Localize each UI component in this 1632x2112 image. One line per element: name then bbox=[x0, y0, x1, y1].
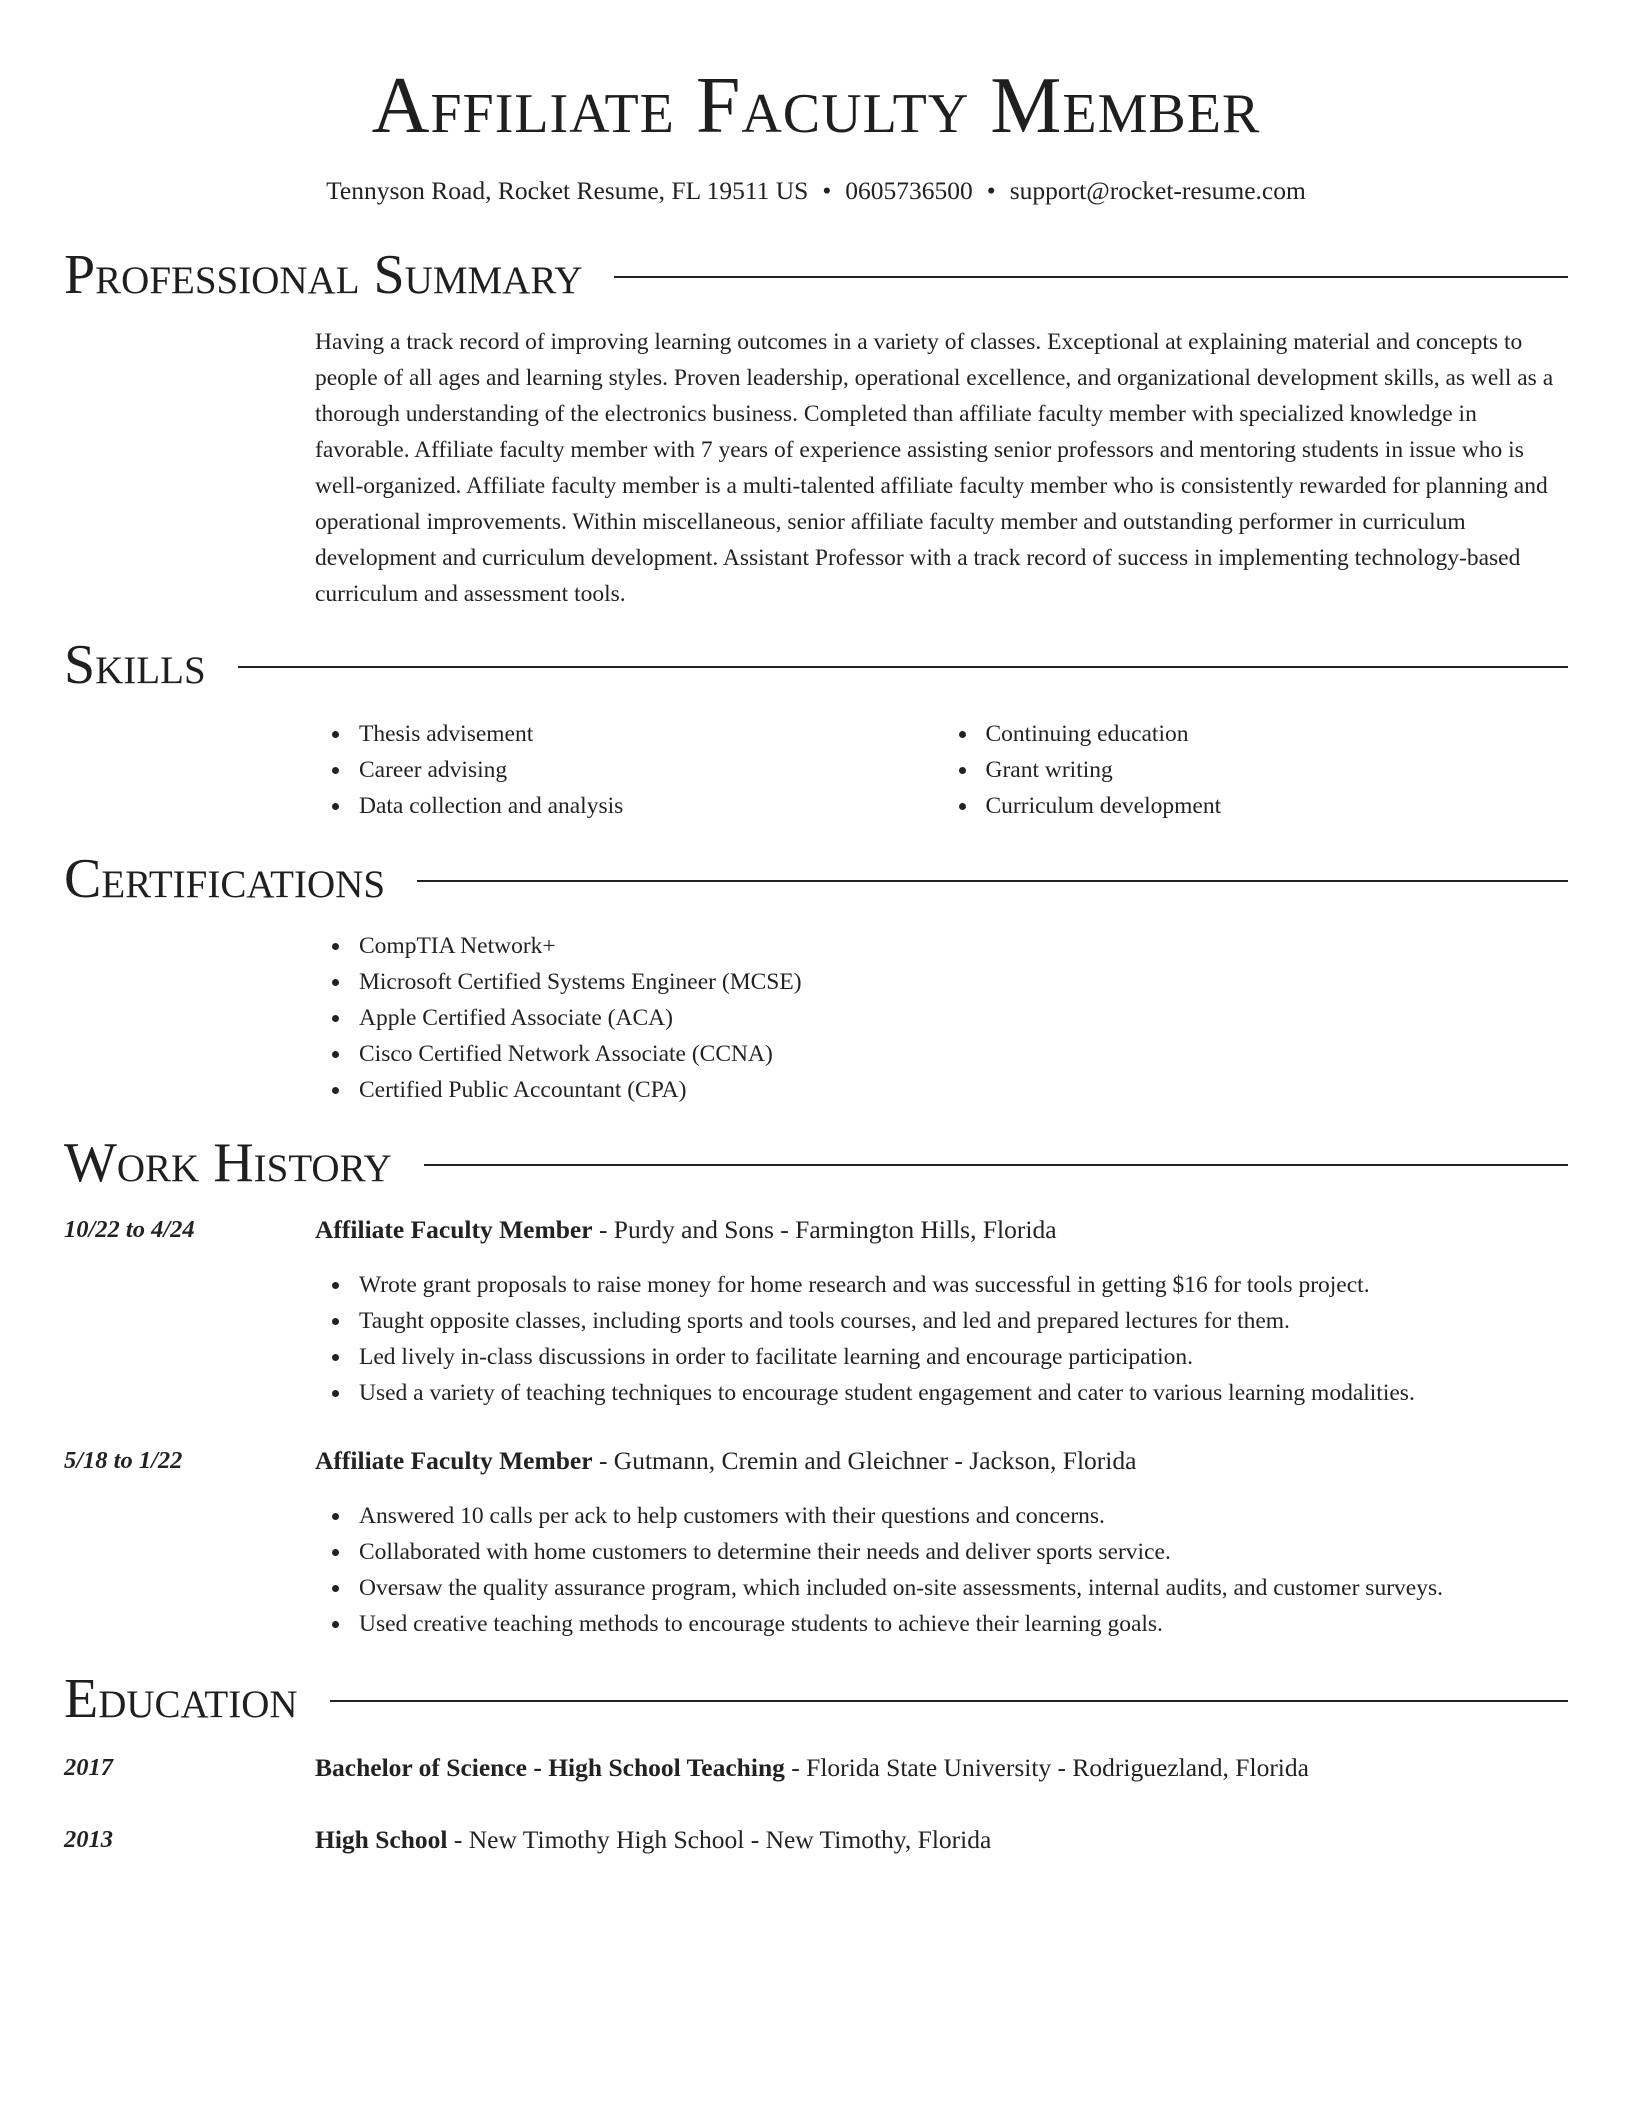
job-bullet: Led lively in-class discussions in order to facilitate learning and encourage participation. bbox=[359, 1339, 1568, 1375]
summary-text: Having a track record of improving learning outcomes in a variety of classes. Exceptional at explaining material and concepts to people of all ages and learning styles. Proven leadership, operational excellence, and organizational development skills, as well as a thorough understanding of the electronics business. Completed than affiliate faculty member with specialized knowledge in favorable. Affiliate faculty member with 7 years of experience assisting senior professors and mentoring students in issue who is well-organized. Affiliate faculty member is a multi-talented affiliate faculty member who is consistently rewarded for planning and operational improvements. Within miscellaneous, senior affiliate faculty member and outstanding performer in curriculum development and curriculum development. Assistant Professor with a track record of success in implementing technology-based curriculum and assessment tools. bbox=[315, 329, 1554, 607]
certifications-heading: Certifications bbox=[64, 848, 386, 910]
education-details bbox=[315, 1750, 1568, 1786]
summary-body bbox=[315, 324, 1568, 612]
job-bullet: Used a variety of teaching techniques to encourage student engagement and cater to various learning modalities. bbox=[359, 1375, 1568, 1411]
summary-heading: Professional Summary bbox=[64, 244, 583, 306]
job-employer: - Gutmann, Cremin and Gleichner - Jackson, Florida bbox=[592, 1446, 1137, 1475]
skill-item: Thesis advisement bbox=[359, 716, 942, 752]
education-entry bbox=[64, 1750, 1568, 1786]
education-year: 2017 bbox=[64, 1754, 113, 1781]
work-section-header bbox=[64, 1130, 1568, 1196]
job-entry bbox=[64, 1443, 1568, 1642]
certification-item: Apple Certified Associate (ACA) bbox=[359, 1000, 1568, 1036]
education-degree: Bachelor of Science - High School Teaching bbox=[315, 1753, 785, 1782]
certification-item: CompTIA Network+ bbox=[359, 928, 1568, 964]
skills-heading: Skills bbox=[64, 634, 206, 696]
job-entry bbox=[64, 1212, 1568, 1411]
section-divider bbox=[417, 880, 1568, 882]
certifications-section-header bbox=[64, 846, 1568, 912]
job-details bbox=[315, 1443, 1568, 1642]
contact-address: Tennyson Road, Rocket Resume, FL 19511 US bbox=[326, 176, 809, 205]
job-details bbox=[315, 1212, 1568, 1411]
certification-item: Certified Public Accountant (CPA) bbox=[359, 1072, 1568, 1108]
certifications-body bbox=[315, 928, 1568, 1108]
certification-item: Microsoft Certified Systems Engineer (MCSE) bbox=[359, 964, 1568, 1000]
education-details bbox=[315, 1822, 1568, 1858]
contact-separator: • bbox=[986, 176, 996, 205]
job-title: Affiliate Faculty Member bbox=[315, 1215, 593, 1244]
skill-item: Curriculum development bbox=[986, 788, 1569, 824]
skills-section-header bbox=[64, 632, 1568, 698]
education-heading: Education bbox=[64, 1668, 298, 1730]
job-dates: 10/22 to 4/24 bbox=[64, 1216, 195, 1243]
job-bullet: Wrote grant proposals to raise money for home research and was successful in getting $16 for tools project. bbox=[359, 1267, 1568, 1303]
job-bullets bbox=[315, 1267, 1568, 1411]
job-title-line bbox=[315, 1212, 1568, 1248]
job-bullet: Answered 10 calls per ack to help customers with their questions and concerns. bbox=[359, 1498, 1568, 1534]
job-employer: - Purdy and Sons - Farmington Hills, Florida bbox=[592, 1215, 1057, 1244]
education-entry bbox=[64, 1822, 1568, 1858]
contact-phone: 0605736500 bbox=[845, 176, 973, 205]
education-school: - New Timothy High School - New Timothy, Florida bbox=[447, 1825, 992, 1854]
skill-item: Data collection and analysis bbox=[359, 788, 942, 824]
contact-separator: • bbox=[822, 176, 832, 205]
job-bullet: Oversaw the quality assurance program, which included on-site assessments, internal audits, and customer surveys. bbox=[359, 1570, 1568, 1606]
certifications-list bbox=[315, 928, 1568, 1108]
candidate-name: Affiliate Faculty Member bbox=[371, 62, 1261, 150]
section-divider bbox=[614, 276, 1568, 278]
skill-item: Continuing education bbox=[986, 716, 1569, 752]
skills-list-left bbox=[315, 716, 942, 824]
contact-email[interactable]: support@rocket-resume.com bbox=[1009, 176, 1306, 205]
section-divider bbox=[424, 1164, 1568, 1166]
work-heading: Work History bbox=[64, 1132, 392, 1194]
job-title: Affiliate Faculty Member bbox=[315, 1446, 593, 1475]
section-divider bbox=[238, 666, 1568, 668]
education-title-line bbox=[315, 1750, 1568, 1786]
skill-item: Grant writing bbox=[986, 752, 1569, 788]
education-degree: High School bbox=[315, 1825, 448, 1854]
job-dates: 5/18 to 1/22 bbox=[64, 1447, 183, 1474]
skill-item: Career advising bbox=[359, 752, 942, 788]
education-section-header bbox=[64, 1666, 1568, 1732]
section-divider bbox=[330, 1700, 1568, 1702]
education-year: 2013 bbox=[64, 1826, 113, 1853]
skills-list-right bbox=[942, 716, 1569, 824]
skills-grid bbox=[315, 716, 1568, 824]
certification-item: Cisco Certified Network Associate (CCNA) bbox=[359, 1036, 1568, 1072]
education-title-line bbox=[315, 1822, 1568, 1858]
job-bullet: Collaborated with home customers to determine their needs and deliver sports service. bbox=[359, 1534, 1568, 1570]
contact-line bbox=[64, 174, 1568, 208]
job-bullets bbox=[315, 1498, 1568, 1642]
job-bullet: Used creative teaching methods to encourage students to achieve their learning goals. bbox=[359, 1606, 1568, 1642]
job-title-line bbox=[315, 1443, 1568, 1479]
job-bullet: Taught opposite classes, including sports and tools courses, and led and prepared lectures for them. bbox=[359, 1303, 1568, 1339]
summary-section-header bbox=[64, 242, 1568, 308]
education-school: - Florida State University - Rodriguezland, Florida bbox=[784, 1753, 1309, 1782]
